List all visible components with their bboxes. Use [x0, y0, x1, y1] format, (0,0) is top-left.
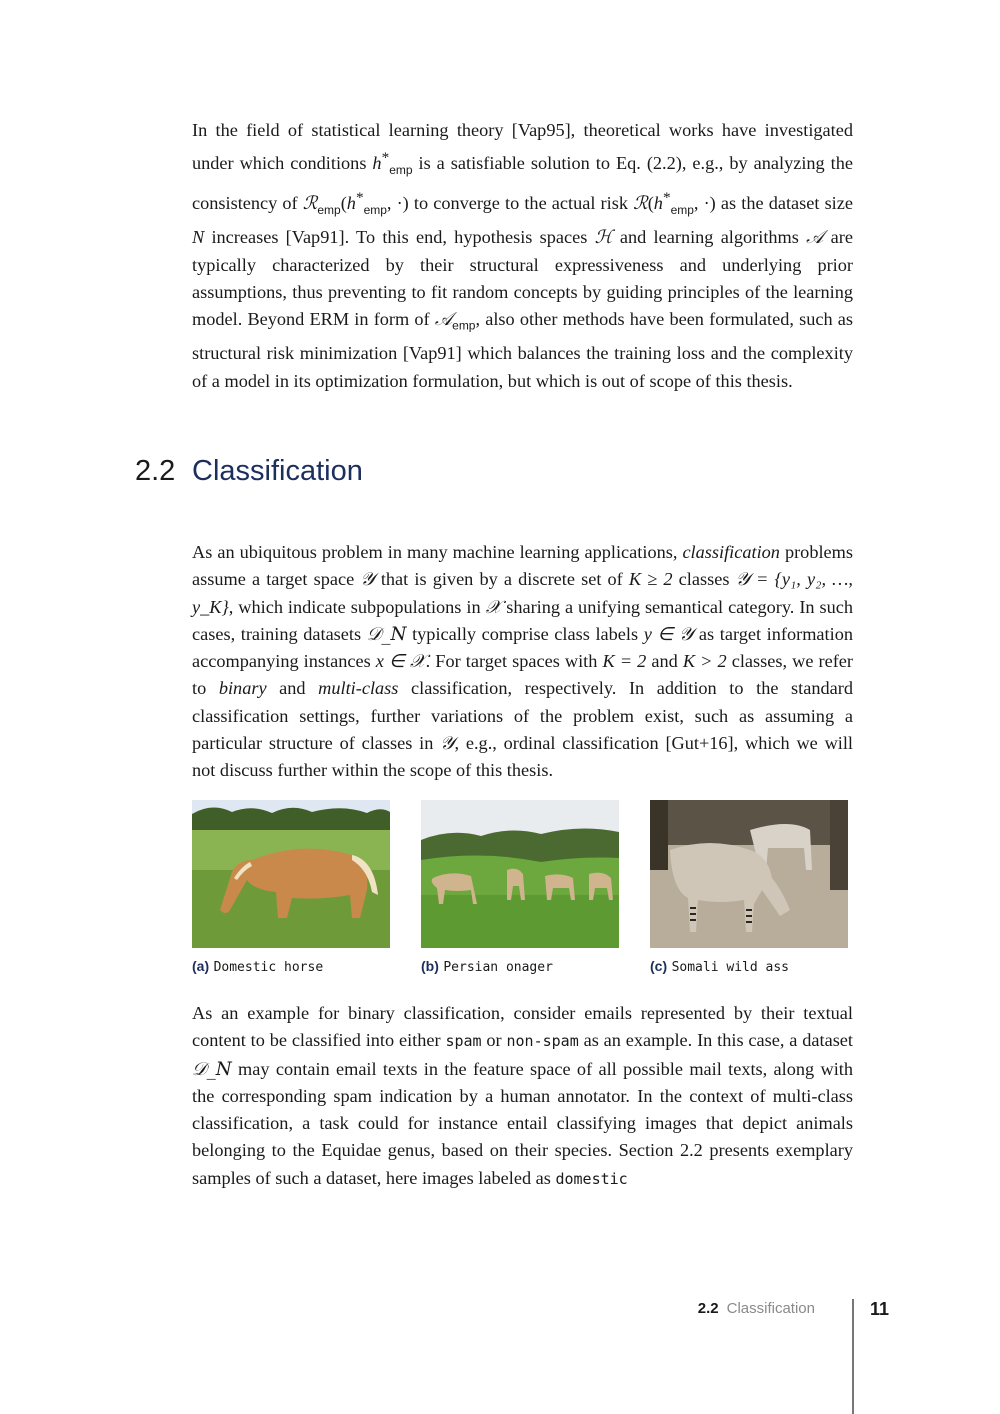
- persian-onager-photo: [421, 800, 619, 948]
- footer-rule: [852, 1299, 854, 1414]
- figure-label: (a): [192, 958, 210, 974]
- figure-somali-wild-ass: [650, 800, 848, 975]
- section-heading: [135, 455, 363, 488]
- section-number: 2.2: [135, 455, 176, 487]
- paragraph-binary-example: As an example for binary classification, consider emails represented by their textual content to be classified into either spam or non-spam as an example. In this case, a dataset 𝒟_N may contain email texts in the feature space of all possible mail texts, along with the corresponding spam indication by a human annotator. In the context of multi-class classification, a task could for instance entail classifying images that depict animals belonging to the Equidae genus, based on their species. Section 2.2 presents exemplary samples of such a dataset, here images labeled as domestic: [192, 1003, 853, 1188]
- figure-caption: Persian onager: [443, 960, 553, 975]
- section-title: Classification: [192, 455, 363, 487]
- somali-wild-ass-photo: [650, 800, 848, 948]
- figure-label: (c): [650, 958, 668, 974]
- figure-domestic-horse: [192, 800, 390, 975]
- figure-persian-onager: [421, 800, 619, 975]
- paragraph-classification: As an ubiquitous problem in many machine learning applications, classification problems assume a target space 𝒴 that is given by a discrete set of K ≥ 2 classes 𝒴 = {y₁, y₂, …, y_K}, which indicate subpopulations in 𝒳 sharing a unifying semantical category. In such cases, training datasets 𝒟_N typically comprise class labels y ∈ 𝒴 as target information accompanying instances x ∈ 𝒳. For target spaces with K = 2 and K > 2 classes, we refer to binary and multi-class classification, respectively. In addition to the standard classification settings, further variations of the problem exist, such as assuming a particular structure of classes in 𝒴, e.g., ordinal classification [Gut+16], which we will not discuss further within the scope of this thesis.: [192, 542, 854, 781]
- page-number: 11: [870, 1299, 890, 1319]
- figure-label: (b): [421, 958, 439, 974]
- figure-caption: Domestic horse: [213, 960, 324, 975]
- running-footer: [698, 1300, 815, 1317]
- paragraph-learning-theory: In the field of statistical learning theory [Vap95], theoretical works have investigated under which conditions $h^*_{emp}$ is a satisfiable solution to Eq. (2.2), e.g., by analyzing the consistency of $ℛ_{emp}(h^*_{emp}$, ·) to converge to the actual risk $ℛ(h^*_{emp}$, ·) as the dataset size N increases [Vap91]. To this end, hypothesis spaces ℋ and learning algorithms 𝒜 are typically characterized by their structural expressiveness and underlying prior assumptions, thus preventing to fit random concepts by guiding principles of the learning model. Beyond ERM in form of 𝒜$_{emp}$, also other methods have been formulated, such as structural risk minimization [Vap91] which balances the training loss and the complexity of a model in its optimization formulation, but which is out of scope of this thesis.: [192, 120, 854, 391]
- footer-section-number: 2.2: [697, 1300, 719, 1317]
- figure-caption: Somali wild ass: [671, 960, 789, 975]
- domestic-horse-photo: [192, 800, 390, 948]
- footer-section-title: Classification: [726, 1300, 815, 1317]
